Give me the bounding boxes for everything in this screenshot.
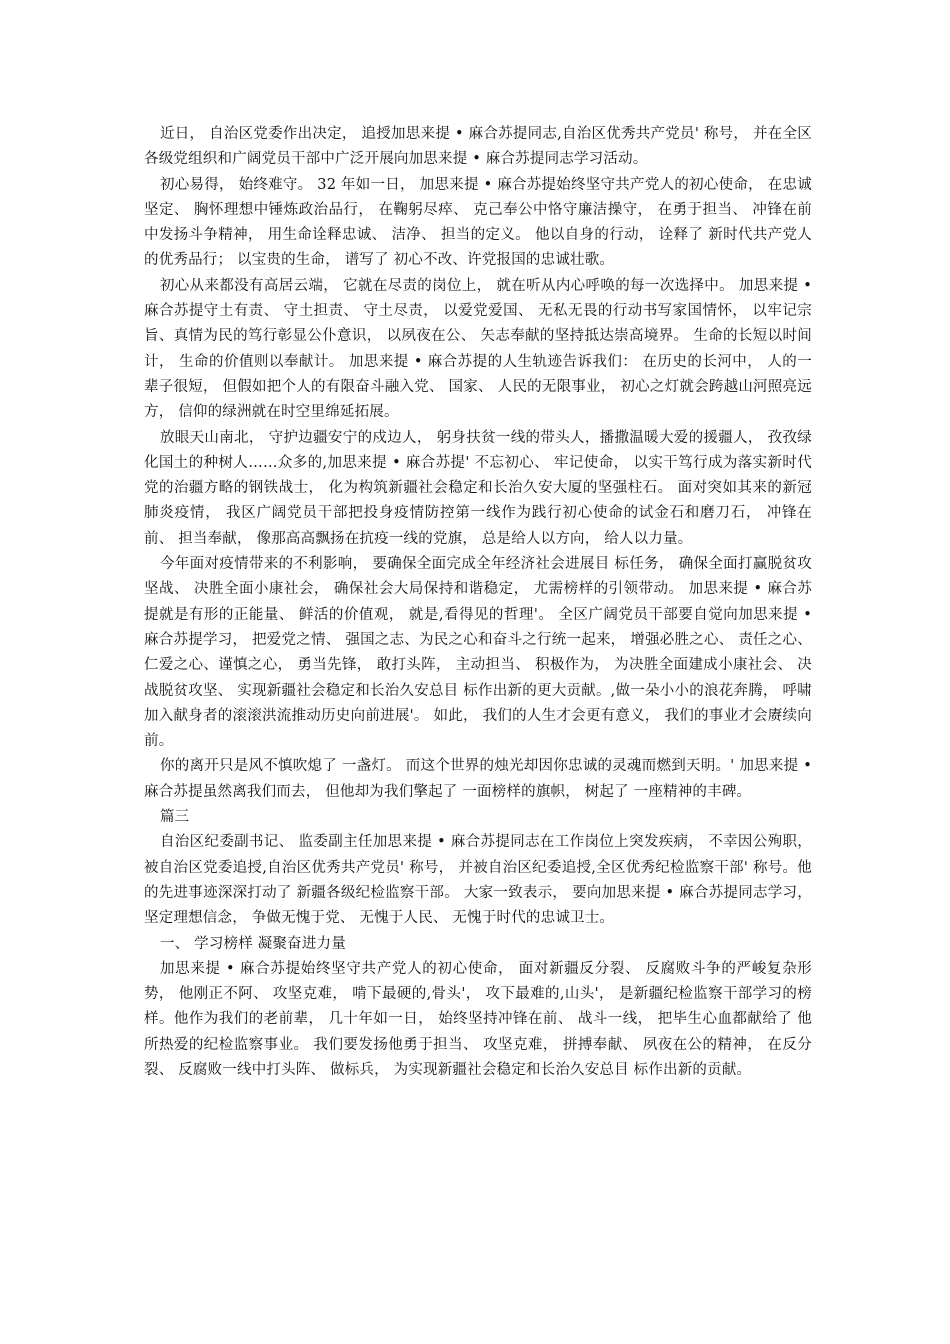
paragraph-3: 初心从来都没有高居云端， 它就在尽责的岗位上， 就在听从内心呼唤的每一次选择中。 加思来提 • 麻合苏提守土有责、 守土担责、 守土尽责， 以爱党爱国、 无私无畏的行动书写家国情怀， 以牢记宗旨、真情为民的笃行彰显公仆意识， 以夙夜在公、 矢志奉献的坚持抵达崇高境界。 生命的长短以时间计， 生命的价值则以奉献计。 加思来提 • 麻合苏提的人生轨迹告诉我们： 在历史的长河中， 人的一辈子很短， 但假如把个人的有限奋斗融入党、 国家、 人民的无限事业， 初心之灯就会跨越山河照亮远方， 信仰的绿洲就在时空里绵延拓展。 bbox=[144, 277, 812, 421]
section-label: 篇三 bbox=[159, 809, 190, 826]
subheading: 一、 学习榜样 凝聚奋进力量 bbox=[159, 935, 346, 952]
paragraph-4: 放眼天山南北， 守护边疆安宁的戍边人， 躬身扶贫一线的带头人，播撒温暖大爱的援疆人， 孜孜绿化国土的种树人……众多的,加思来提 • 麻合苏提' 不忘初心、 牢记使命， 以实干笃行成为落实新时代党的治疆方略的钢铁战士， 化为构筑新疆社会稳定和长治久安大厦的坚强柱石。 面对突如其来的新冠肺炎疫情， 我区广阔党员干部把投身疫情防控第一线作为践行初心使命的试金石和磨刀石， 冲锋在前、 担当奉献， 像那高高飘扬在抗疫一线的党旗， 总是给人以方向， 给人以力量。 bbox=[144, 429, 812, 547]
paragraph-1: 近日， 自治区党委作出决定， 追授加思来提 • 麻合苏提同志,自治区优秀共产党员' 称号， 并在全区各级党组织和广阔党员干部中广泛开展向加思来提 • 麻合苏提同志学习活动。 bbox=[144, 126, 812, 168]
document-body bbox=[144, 122, 812, 1083]
paragraph-6: 你的离开只是风不慎吹熄了 一盏灯。 而这个世界的烛光却因你忠诚的灵魂而燃到天明。' 加思来提 • 麻合苏提虽然离我们而去， 但他却为我们擎起了 一面榜样的旗帜， 树起了 一座精神的丰碑。 bbox=[144, 758, 812, 800]
final-paragraph: 加思来提 • 麻合苏提始终坚守共产党人的初心使命， 面对新疆反分裂、 反腐败斗争的严峻复杂形势， 他刚正不阿、 攻坚克难， 啃下最硬的,骨头'， 攻下最难的,山头'， 是新疆纪检监察干部学习的榜样。他作为我们的老前辈， 几十年如一日， 始终坚持冲锋在前、 战斗一线， 把毕生心血都献给了 他所热爱的纪检监察事业。 我们要发扬他勇于担当、 攻坚克难， 拼搏奉献、 夙夜在公的精神， 在反分裂、 反腐败一线中打头阵、 做标兵， 为实现新疆社会稳定和长治久安总目 标作出新的贡献。 bbox=[144, 960, 812, 1078]
paragraph-2: 初心易得， 始终难守。 32 年如一日， 加思来提 • 麻合苏提始终坚守共产党人的初心使命， 在忠诚坚定、 胸怀理想中锤炼政治品行， 在鞠躬尽瘁、 克己奉公中恪守廉洁操守， 在勇于担当、 冲锋在前中发扬斗争精神， 用生命诠释忠诚、 洁净、 担当的定义。 他以自身的行动， 诠释了 新时代共产党人的优秀品行； 以宝贵的生命， 谱写了 初心不改、许党报国的忠诚壮歌。 bbox=[144, 176, 812, 269]
section-paragraph: 自治区纪委副书记、 监委副主任加思来提 • 麻合苏提同志在工作岗位上突发疾病， 不幸因公殉职， 被自治区党委追授,自治区优秀共产党员' 称号， 并被自治区纪委追授,全区优秀纪检监察干部' 称号。他的先进事迹深深打动了 新疆各级纪检监察干部。 大家一致表示， 要向加思来提 • 麻合苏提同志学习， 坚定理想信念， 争做无愧于党、 无愧于人民、 无愧于时代的忠诚卫士。 bbox=[144, 834, 812, 927]
paragraph-5: 今年面对疫情带来的不利影响， 要确保全面完成全年经济社会进展目 标任务， 确保全面打赢脱贫攻坚战、 决胜全面小康社会， 确保社会大局保持和谐稳定， 尤需榜样的引领带动。 加思来提 • 麻合苏提就是有形的正能量、 鲜活的价值观， 就是,看得见的哲理'。 全区广阔党员干部要自觉向加思来提 • 麻合苏提学习， 把爱党之情、 强国之志、为民之心和奋斗之行统一起来， 增强必胜之心、 责任之心、 仁爱之心、谨慎之心， 勇当先锋， 敢打头阵， 主动担当、 积极作为， 为决胜全面建成小康社会、 决战脱贫攻坚、 实现新疆社会稳定和长治久安总目 标作出新的更大贡献。,做一朵小小的浪花奔腾， 呼啸加入献身者的滚滚洪流推动历史向前进展'。 如此， 我们的人生才会更有意义， 我们的事业才会赓续向前。 bbox=[144, 556, 812, 750]
